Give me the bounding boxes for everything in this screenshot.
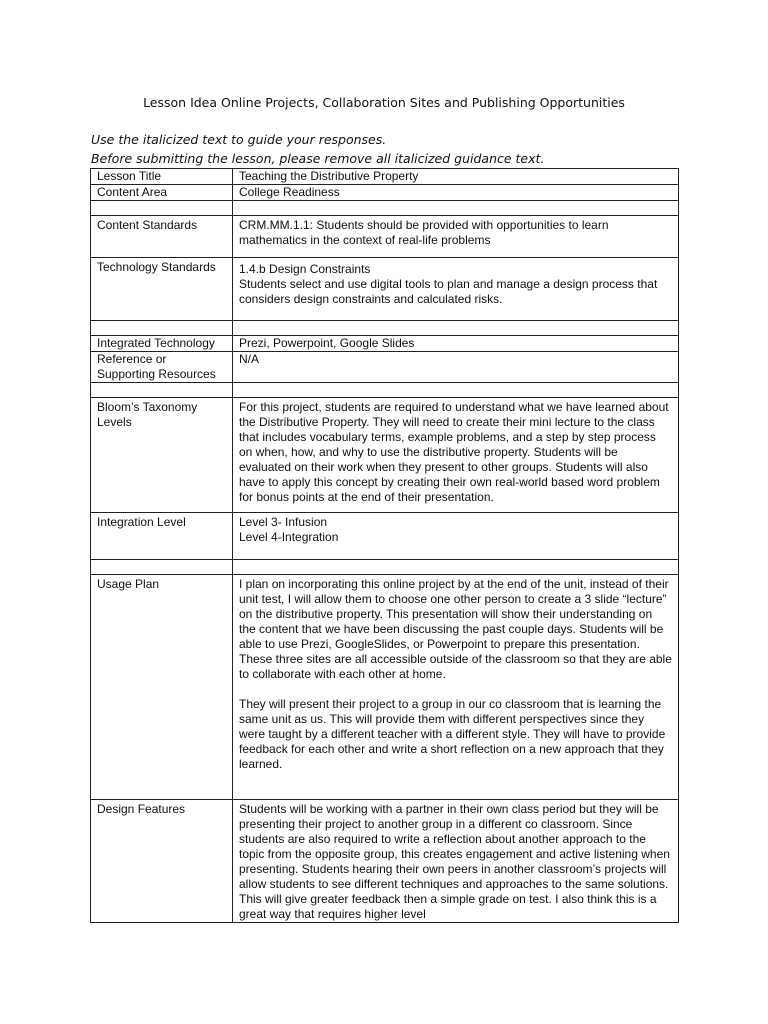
content-standards-label: Content Standards <box>91 216 233 258</box>
table-row-content-standards <box>91 216 679 258</box>
table-row-blooms <box>91 398 679 513</box>
table-row-spacer <box>91 383 679 398</box>
technology-standard-text: Students select and use digital tools to plan and manage a design process that considers design constraints and calculated risks. <box>239 277 658 306</box>
integration-level-label: Integration Level <box>91 513 233 560</box>
usage-plan-paragraph: I plan on incorporating this online project by at the end of the unit, instead of their unit test, I will allow them to choose one other person to create a 3 slide “lecture” on the distributive property. This presentation will show their understanding on the content that we have been discussing the past couple days. Students will be able to use Prezi, GoogleSlides, or Powerpoint to prepare this presentation. These three sites are all accessible outside of the classroom so that they are able to collaborate with each other at home. <box>239 577 672 681</box>
blooms-label: Bloom’s Taxonomy Levels <box>91 398 233 513</box>
guidance-line-1: Use the italicized text to guide your responses. <box>91 132 387 147</box>
content-area-value: College Readiness <box>233 185 679 201</box>
usage-plan-paragraph: They will present their project to a group in our co classroom that is learning the same unit as us. This will provide them with different perspectives since they were taught by a different teacher with a different style. They will have to provide feedback for each other and write a short reflection on a new approach that they learned. <box>239 697 666 771</box>
content-area-label: Content Area <box>91 185 233 201</box>
technology-standards-label: Technology Standards <box>91 258 233 321</box>
table-row-technology-standards <box>91 258 679 321</box>
lesson-title-value: Teaching the Distributive Property <box>233 169 679 185</box>
table-row-lesson-title <box>91 169 679 185</box>
guidance-line-2: Before submitting the lesson, please remove all italicized guidance text. <box>91 151 545 166</box>
design-features-label: Design Features <box>91 800 233 923</box>
integration-level-cell <box>233 513 679 560</box>
technology-standards-cell <box>233 258 679 321</box>
table-row-spacer <box>91 321 679 336</box>
document-title: Lesson Idea Online Projects, Collaboration Sites and Publishing Opportunities <box>143 95 625 110</box>
empty-cell <box>91 321 233 336</box>
empty-cell <box>233 321 679 336</box>
lesson-table <box>90 168 679 923</box>
empty-cell <box>233 560 679 575</box>
lesson-title-label: Lesson Title <box>91 169 233 185</box>
usage-plan-label: Usage Plan <box>91 575 233 800</box>
table-row-reference <box>91 352 679 383</box>
table-row-integrated-technology <box>91 336 679 352</box>
table-row-integration-level <box>91 513 679 560</box>
table-row-spacer <box>91 201 679 216</box>
table-row-design-features <box>91 800 679 923</box>
integrated-technology-label: Integrated Technology <box>91 336 233 352</box>
table-row-usage-plan <box>91 575 679 800</box>
empty-cell <box>233 383 679 398</box>
content-standards-value: CRM.MM.1.1: Students should be provided with opportunities to learn mathematics in the context of real-life problems <box>233 216 679 258</box>
reference-value: N/A <box>233 352 679 383</box>
integration-level-line: Level 3- Infusion <box>239 515 328 529</box>
integration-level-line: Level 4-Integration <box>239 530 339 544</box>
table-row-content-area <box>91 185 679 201</box>
reference-label: Reference or Supporting Resources <box>91 352 233 383</box>
blooms-value: For this project, students are required to understand what we have learned about the Distributive Property. They will need to create their mini lecture to the class that includes vocabulary terms, example problems, and a step by step process on when, how, and why to use the distributive property. Students will be evaluated on their work when they present to other groups. Students will also have to apply this concept by creating their own real-world based word problem for bonus points at the end of their presentation. <box>233 398 679 513</box>
empty-cell <box>91 383 233 398</box>
technology-standard-code: 1.4.b Design Constraints <box>239 262 371 276</box>
empty-cell <box>91 560 233 575</box>
design-features-value: Students will be working with a partner in their own class period but they will be presenting their project to another group in a different co classroom. Since students are also required to write a reflection about another approach to the topic from the opposite group, this creates engagement and active listening when presenting. Students hearing their own peers in another classroom’s projects will allow students to see different techniques and approaches to the same solutions. This will give greater feedback then a simple grade on test. I also think this is a great way that requires higher level <box>233 800 679 923</box>
usage-plan-cell <box>233 575 679 800</box>
table-row-spacer <box>91 560 679 575</box>
empty-cell <box>91 201 233 216</box>
integrated-technology-value: Prezi, Powerpoint, Google Slides <box>233 336 679 352</box>
empty-cell <box>233 201 679 216</box>
